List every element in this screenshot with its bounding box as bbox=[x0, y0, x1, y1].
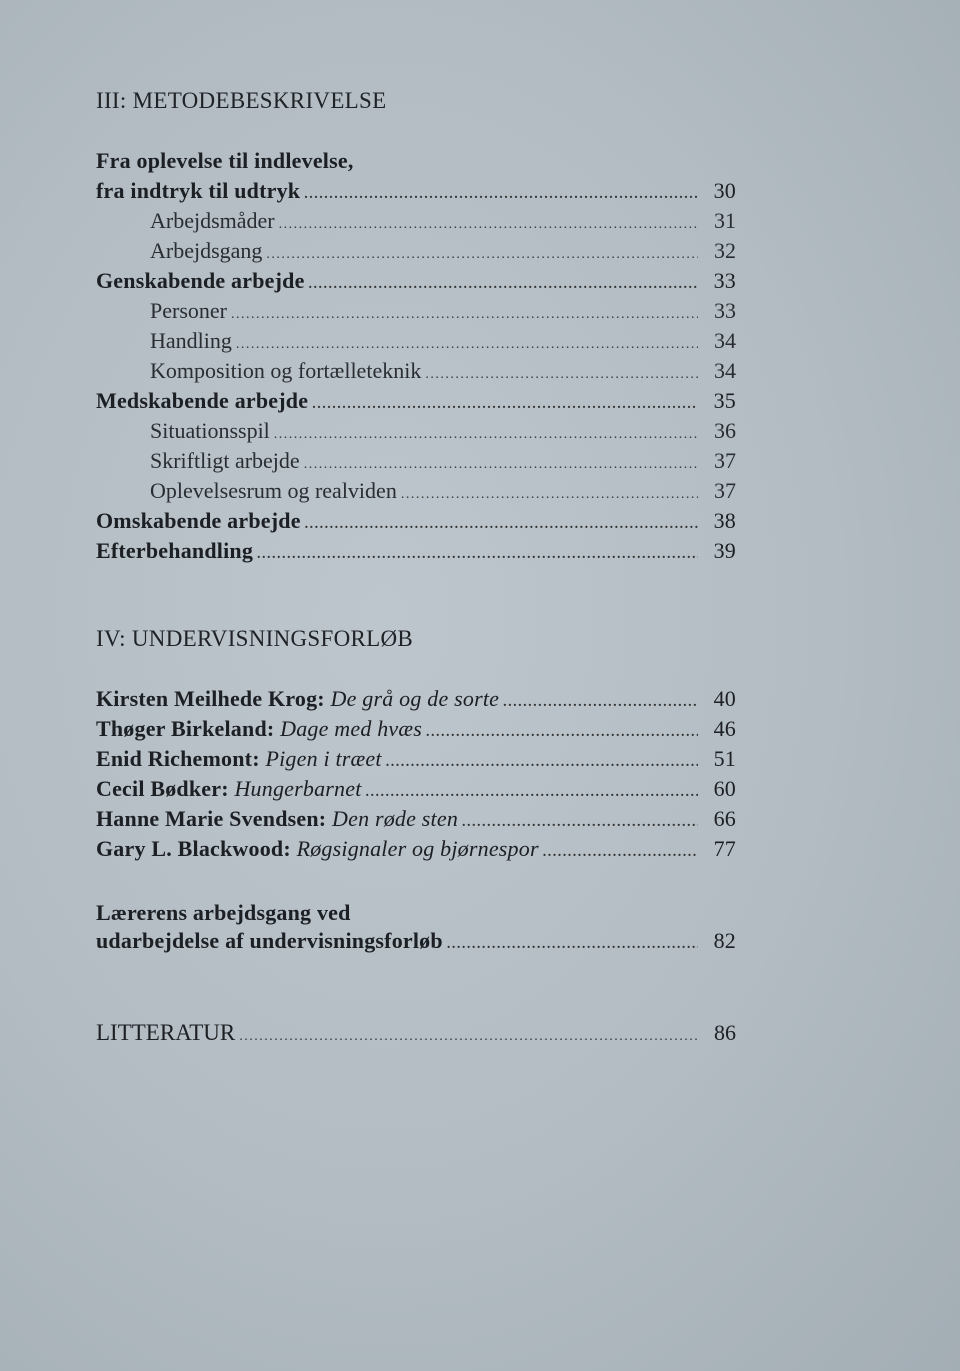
toc-entry: Arbejdsgang ..... 32 bbox=[150, 238, 736, 268]
author-name: Thøger Birkeland: bbox=[96, 716, 275, 741]
show-through-text bbox=[660, 90, 671, 141]
toc-entry: Cecil Bødker: Hungerbarnet ..... 60 bbox=[96, 776, 736, 806]
toc-entry-literature: LITTERATUR ..... 86 bbox=[96, 1020, 736, 1050]
work-title: De grå og de sorte bbox=[330, 686, 500, 711]
toc-entry: Personer ..... 33 bbox=[150, 298, 736, 328]
toc-entry: Hanne Marie Svendsen: Den røde sten ..... 66 bbox=[96, 806, 736, 836]
toc-entry: udarbejdelse af undervisningsforløb ..... 82 bbox=[96, 928, 736, 958]
author-name: Enid Richemont: bbox=[96, 746, 260, 771]
toc-intro-line: Fra oplevelse til indlevelse, bbox=[96, 148, 354, 173]
toc-entry: Skriftligt arbejde ..... 37 bbox=[150, 448, 736, 478]
toc-entry: Medskabende arbejde ..... 35 bbox=[96, 388, 736, 418]
toc-entry: Arbejdsmåder ..... 31 bbox=[150, 208, 736, 238]
author-name: Kirsten Meilhede Krog: bbox=[96, 686, 325, 711]
work-title: Røgsignaler og bjørnespor bbox=[296, 836, 539, 861]
toc-entry: Situationsspil ..... 36 bbox=[150, 418, 736, 448]
toc-entry: Omskabende arbejde ..... 38 bbox=[96, 508, 736, 538]
toc-entry: fra indtryk til udtryk ..... 30 bbox=[96, 178, 736, 208]
section-3-title: III: METODEBESKRIVELSE bbox=[96, 88, 387, 113]
toc-entry: Oplevelsesrum og realviden ..... 37 bbox=[150, 478, 736, 508]
toc-entry: Efterbehandling ..... 39 bbox=[96, 538, 736, 568]
work-title: Dage med hvæs bbox=[280, 716, 423, 741]
toc-entry: Kirsten Meilhede Krog: De grå og de sorte ..... 40 bbox=[96, 686, 736, 716]
toc-teacher-line: Lærerens arbejdsgang ved bbox=[96, 900, 351, 925]
author-name: Hanne Marie Svendsen: bbox=[96, 806, 327, 831]
toc-entry: Gary L. Blackwood: Røgsignaler og bjørnespor ..... 77 bbox=[96, 836, 736, 866]
toc-entry: Thøger Birkeland: Dage med hvæs ..... 46 bbox=[96, 716, 736, 746]
section-4-title: IV: UNDERVISNINGSFORLØB bbox=[96, 626, 414, 651]
work-title: Den røde sten bbox=[332, 806, 459, 831]
toc-entry: Enid Richemont: Pigen i træet ..... 51 bbox=[96, 746, 736, 776]
author-name: Gary L. Blackwood: bbox=[96, 836, 291, 861]
toc-entry: Genskabende arbejde ..... 33 bbox=[96, 268, 736, 298]
toc-entry: Komposition og fortælleteknik ..... 34 bbox=[150, 358, 736, 388]
toc-entry: Handling ..... 34 bbox=[150, 328, 736, 358]
work-title: Pigen i træet bbox=[265, 746, 382, 771]
author-name: Cecil Bødker: bbox=[96, 776, 229, 801]
work-title: Hungerbarnet bbox=[234, 776, 362, 801]
